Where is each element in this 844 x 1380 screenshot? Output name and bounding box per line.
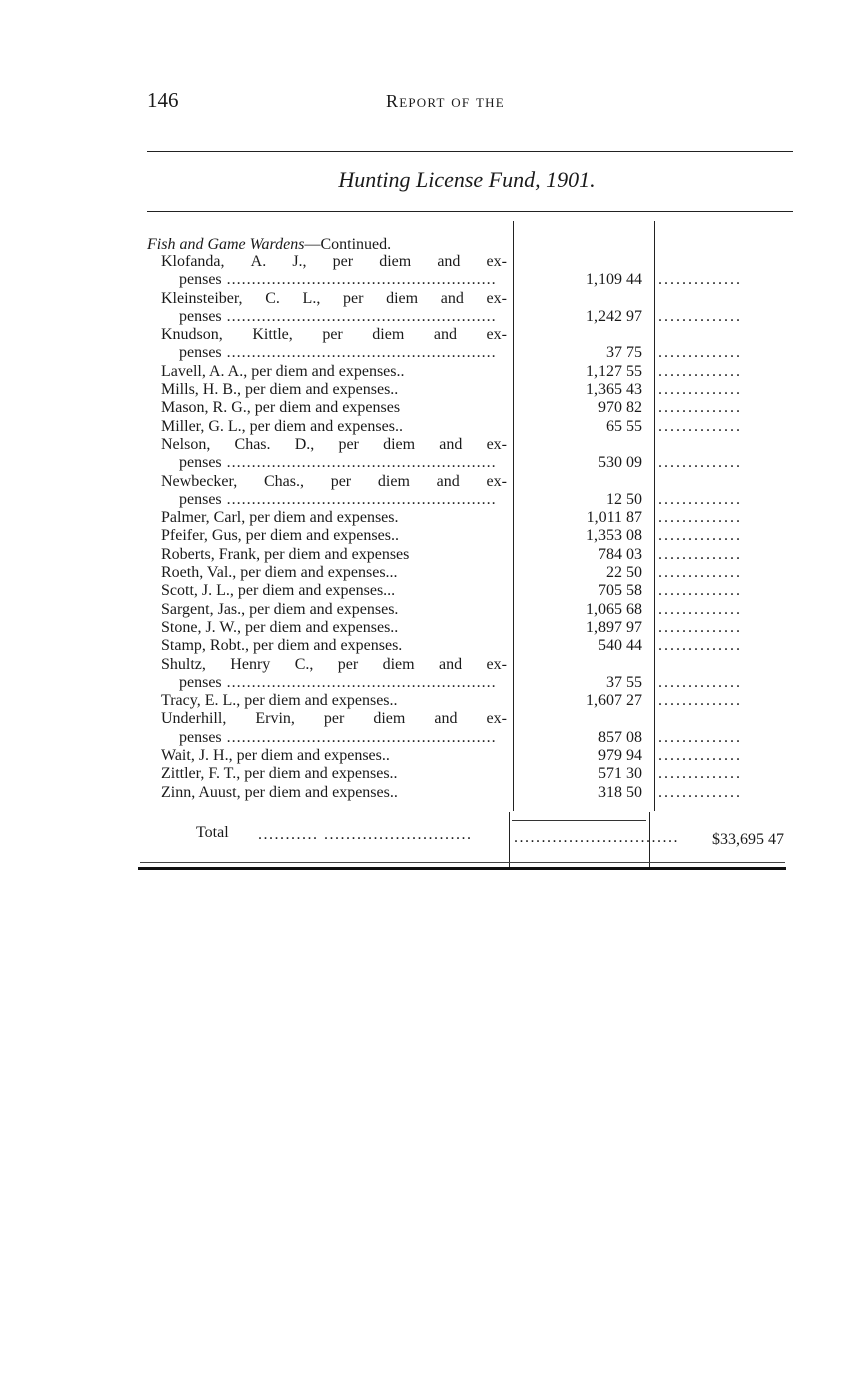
entry-description — [161, 546, 507, 564]
entry-amount: 1,065 68 — [586, 600, 642, 618]
total-column-leader: .............. — [658, 618, 742, 636]
description-word: Ervin, — [255, 710, 295, 728]
total-column-leader: .............. — [658, 509, 742, 527]
entry-description — [161, 582, 507, 600]
table-row — [0, 564, 844, 582]
entry-description — [179, 491, 507, 509]
description-text: penses — [179, 673, 222, 691]
total-column-leader: .............. — [658, 692, 742, 710]
top-rule — [147, 151, 793, 152]
entry-amount: 1,365 43 — [586, 381, 642, 399]
entry-description — [161, 601, 507, 619]
section-heading-rest: —Continued. — [304, 236, 392, 253]
description-word: A. — [250, 253, 267, 270]
description-text: Mills, H. B., per diem and expenses.. — [161, 381, 399, 399]
title-rule — [147, 211, 793, 212]
table-row — [0, 710, 844, 728]
total-column-leader: .............. — [658, 417, 742, 435]
description-word: and — [433, 326, 457, 344]
table-row — [0, 527, 844, 545]
entry-description — [161, 765, 507, 783]
entry-amount: 65 55 — [606, 417, 642, 435]
description-word: per — [342, 289, 364, 307]
description-word: diem — [373, 710, 406, 728]
description-word: D., — [294, 435, 315, 453]
description-word: Nelson, — [161, 435, 211, 453]
description-word: diem — [372, 326, 405, 344]
entry-description — [161, 692, 507, 710]
description-word: C., — [294, 655, 314, 673]
description-text: penses — [179, 307, 222, 325]
description-text: Lavell, A. A., per diem and expenses.. — [161, 362, 405, 380]
entry-amount: 1,109 44 — [586, 271, 642, 289]
description-word: diem — [383, 435, 416, 453]
table-row — [0, 546, 844, 564]
dot-leader: ...................................................... — [221, 490, 497, 508]
table-row — [0, 344, 844, 362]
page-number: 146 — [147, 88, 179, 112]
total-column-leader: .............. — [658, 637, 742, 655]
description-word: ex- — [486, 472, 507, 490]
total-column-leader: .............. — [658, 490, 742, 508]
total-leader: ........... ........................... — [258, 826, 473, 843]
table-row — [0, 674, 844, 692]
entry-description — [161, 619, 507, 637]
table-row — [0, 656, 844, 674]
total-column-leader: .............. — [658, 344, 742, 362]
bottom-rule-thin — [140, 862, 785, 863]
entry-description — [161, 637, 507, 655]
description-word: C. — [265, 289, 280, 307]
total-column-leader: .............. — [658, 527, 742, 545]
description-text: Zittler, F. T., per diem and expenses.. — [161, 765, 398, 783]
description-word: and — [439, 655, 463, 673]
description-word: per — [332, 253, 354, 270]
section-heading — [147, 236, 391, 254]
entry-amount: 1,353 08 — [586, 527, 642, 545]
description-word: ex- — [486, 326, 507, 344]
entry-description — [161, 399, 507, 417]
column-divider-amounts-total — [509, 812, 510, 868]
description-word: Underhill, — [161, 710, 227, 728]
entry-description — [161, 381, 507, 399]
entry-description — [161, 473, 507, 491]
description-word: J., — [292, 253, 307, 270]
entry-description — [179, 674, 507, 692]
bottom-rule-thick — [138, 867, 786, 870]
table-title: Hunting License Fund, 1901. — [338, 167, 596, 192]
description-text: Zinn, Auust, per diem and expenses.. — [161, 783, 398, 801]
entry-amount: 530 09 — [598, 454, 642, 472]
dot-leader: ...................................................... — [221, 271, 497, 289]
table-row — [0, 601, 844, 619]
description-word: per — [330, 472, 352, 490]
total-rule — [512, 820, 646, 821]
total-column-leader: .............. — [658, 728, 742, 746]
table-row — [0, 491, 844, 509]
description-word: Kittle, — [252, 326, 293, 344]
table-row — [0, 271, 844, 289]
entry-amount: 784 03 — [598, 545, 642, 563]
total-column-leader: .............. — [658, 564, 742, 582]
dot-leader: ...................................................... — [221, 728, 497, 746]
description-text: penses — [179, 454, 222, 472]
description-word: diem — [379, 253, 412, 270]
total-column-leader: .............. — [658, 747, 742, 765]
dot-leader: ...................................................... — [221, 344, 497, 362]
dot-leader: ...................................................... — [221, 673, 497, 691]
total-column-leader: .............. — [658, 362, 742, 380]
dot-leader: ...................................................... — [221, 307, 497, 325]
description-text: Pfeifer, Gus, per diem and expenses.. — [161, 527, 399, 545]
entry-amount: 857 08 — [598, 728, 642, 746]
entry-description — [161, 418, 507, 436]
table-row — [0, 326, 844, 344]
description-text: Wait, J. H., per diem and expenses.. — [161, 747, 390, 765]
entry-amount: 1,897 97 — [586, 618, 642, 636]
entry-amount: 571 30 — [598, 765, 642, 783]
description-word: diem — [377, 472, 410, 490]
total-amount: $33,695 47 — [712, 831, 784, 848]
entry-description — [179, 344, 507, 362]
description-word: ex- — [486, 655, 507, 673]
table-row — [0, 509, 844, 527]
table-row — [0, 619, 844, 637]
entry-description — [161, 527, 507, 545]
description-word: and — [436, 472, 460, 490]
entry-description — [179, 729, 507, 747]
description-text: Miller, G. L., per diem and expenses.. — [161, 417, 403, 435]
description-word: per — [322, 326, 343, 344]
entry-description — [161, 363, 507, 381]
description-text: penses — [179, 344, 222, 362]
description-word: Knudson, — [161, 326, 223, 344]
description-word: Chas., — [263, 472, 304, 490]
description-word: Klofanda, — [161, 253, 225, 270]
description-text: Sargent, Jas., per diem and expenses. — [161, 600, 399, 618]
description-text: penses — [179, 490, 222, 508]
table-row — [0, 363, 844, 381]
entry-amount: 540 44 — [598, 637, 642, 655]
table-row — [0, 747, 844, 765]
entry-description — [179, 308, 507, 326]
total-column-leader: .............. — [658, 783, 742, 801]
entry-description — [161, 326, 507, 344]
table-row — [0, 436, 844, 454]
entry-description — [161, 656, 507, 674]
total-column-leader: .............. — [658, 673, 742, 691]
entry-description — [179, 271, 507, 289]
description-text: Palmer, Carl, per diem and expenses. — [161, 509, 399, 527]
description-word: ex- — [486, 289, 507, 307]
description-word: diem — [382, 655, 415, 673]
table-row — [0, 308, 844, 326]
table-row — [0, 784, 844, 802]
table-row — [0, 454, 844, 472]
entry-amount: 1,127 55 — [586, 362, 642, 380]
table-row — [0, 765, 844, 783]
description-word: per — [323, 710, 345, 728]
description-word: Henry — [230, 655, 271, 673]
description-text: penses — [179, 728, 222, 746]
total-column-leader: .............. — [658, 582, 742, 600]
total-label: Total — [196, 824, 229, 841]
section-heading-italic: Fish and Game Wardens — [147, 236, 305, 253]
description-text: Stamp, Robt., per diem and expenses. — [161, 637, 403, 655]
entry-amount: 970 82 — [598, 399, 642, 417]
description-word: Shultz, — [161, 655, 206, 673]
entry-description — [161, 290, 507, 308]
entry-amount: 12 50 — [606, 490, 642, 508]
description-text: Roeth, Val., per diem and expenses... — [161, 564, 398, 582]
entry-description — [179, 454, 507, 472]
description-word: ex- — [486, 435, 507, 453]
total-column-leader: .............. — [658, 545, 742, 563]
entry-amount: 1,242 97 — [586, 307, 642, 325]
description-word: L., — [302, 289, 321, 307]
table-row — [0, 381, 844, 399]
description-text: Mason, R. G., per diem and expenses — [161, 399, 401, 417]
description-word: Newbecker, — [161, 472, 238, 490]
total-column-leader: .............. — [658, 271, 742, 289]
total-column-leader: .............. — [658, 765, 742, 783]
total-amount-column-leader: .............................. — [514, 829, 679, 846]
entry-description — [161, 747, 507, 765]
description-text: Roberts, Frank, per diem and expenses — [161, 545, 410, 563]
table-row — [0, 253, 844, 271]
entry-description — [161, 253, 507, 271]
description-word: ex- — [486, 253, 507, 270]
table-row — [0, 473, 844, 491]
entries-list — [0, 253, 844, 802]
description-word: diem — [386, 289, 419, 307]
entry-amount: 1,607 27 — [586, 692, 642, 710]
description-word: and — [439, 435, 463, 453]
description-text: Scott, J. L., per diem and expenses... — [161, 582, 396, 600]
entry-description — [161, 436, 507, 454]
description-word: per — [337, 655, 359, 673]
dot-leader: ...................................................... — [221, 454, 497, 472]
entry-amount: 1,011 87 — [586, 509, 642, 527]
table-row — [0, 582, 844, 600]
description-word: and — [434, 710, 458, 728]
entry-description — [161, 509, 507, 527]
entry-amount: 318 50 — [598, 783, 642, 801]
table-row — [0, 290, 844, 308]
entry-amount: 22 50 — [606, 564, 642, 582]
entry-amount: 705 58 — [598, 582, 642, 600]
table-row — [0, 399, 844, 417]
running-head: Report of the — [386, 91, 505, 111]
description-text: penses — [179, 271, 222, 289]
entry-amount: 37 75 — [606, 344, 642, 362]
table-row — [0, 418, 844, 436]
total-column-leader: .............. — [658, 399, 742, 417]
description-word: per — [338, 435, 359, 453]
description-text: Tracy, E. L., per diem and expenses.. — [161, 692, 398, 710]
entry-description — [161, 564, 507, 582]
total-column-leader: .............. — [658, 600, 742, 618]
total-column-leader: .............. — [658, 307, 742, 325]
table-row — [0, 729, 844, 747]
entry-description — [161, 784, 507, 802]
description-word: and — [440, 289, 464, 307]
entry-description — [161, 710, 507, 728]
total-column-leader: .............. — [658, 381, 742, 399]
total-column-leader: .............. — [658, 454, 742, 472]
table-row — [0, 637, 844, 655]
description-text: Stone, J. W., per diem and expenses.. — [161, 618, 399, 636]
entry-amount: 979 94 — [598, 747, 642, 765]
description-word: ex- — [486, 710, 507, 728]
description-word: Kleinsteiber, — [161, 289, 243, 307]
description-word: and — [437, 253, 461, 270]
entry-amount: 37 55 — [606, 673, 642, 691]
table-row — [0, 692, 844, 710]
description-word: Chas. — [234, 435, 271, 453]
